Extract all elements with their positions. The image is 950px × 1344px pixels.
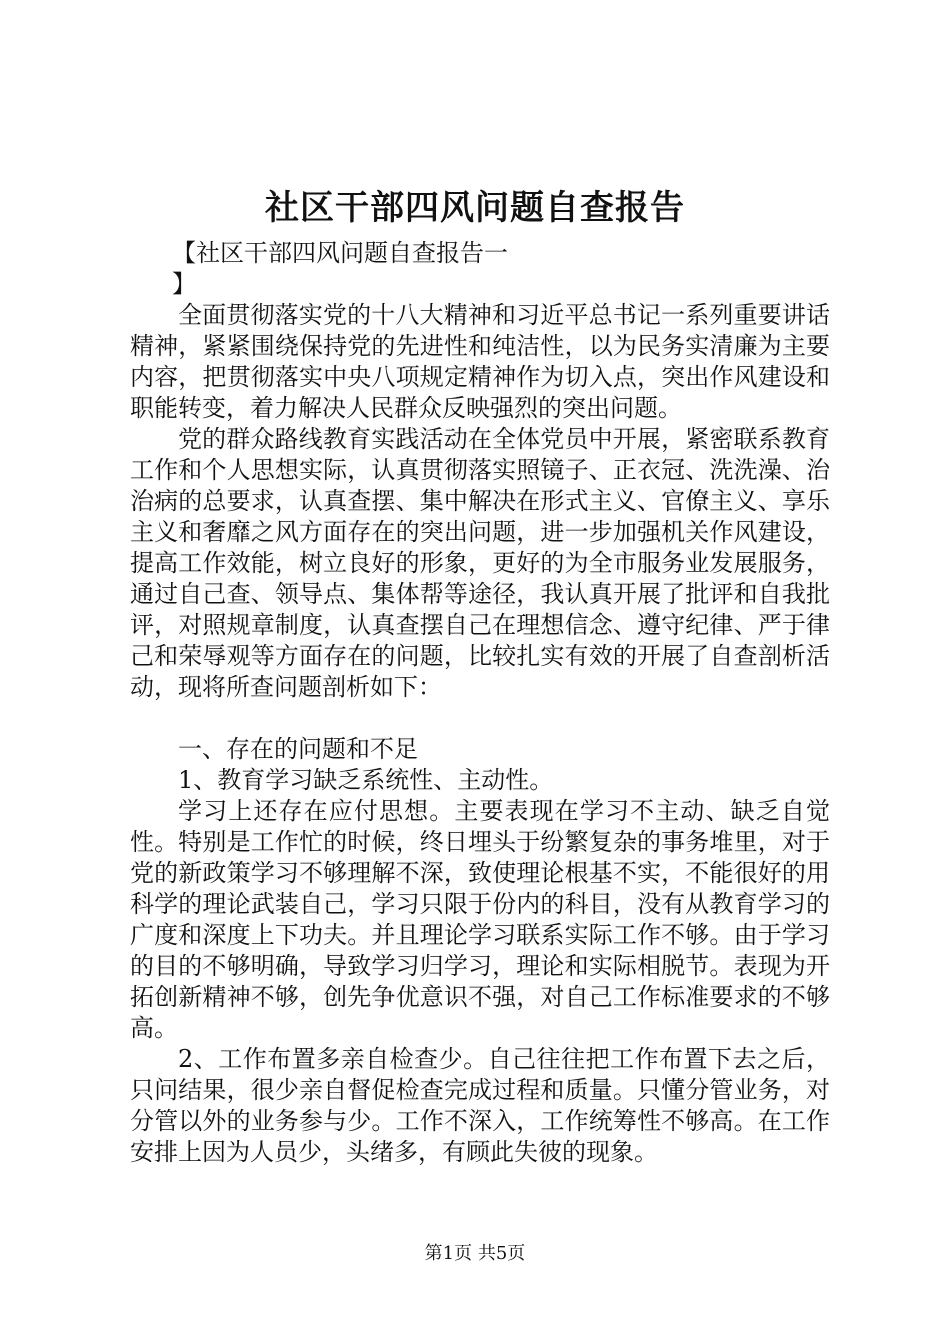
subtitle-line-1: 【社区干部四风问题自查报告一 <box>172 239 508 267</box>
document-body <box>130 238 830 1168</box>
section-heading: 一、存在的问题和不足 <box>178 735 418 763</box>
subtitle-line-2: 】 <box>172 270 196 298</box>
document-title: 社区干部四风问题自查报告 <box>265 188 685 228</box>
paragraph-intro: 全面贯彻落实党的十八大精神和习近平总书记一系列重要讲话精神，紧紧围绕保持党的先进性和纯洁性，以为民务实清廉为主要内容，把贯彻落实中央八项规定精神作为切入点，突出作风建设和职能转变，着力解决人民群众反映强烈的突出问题。 <box>130 301 830 422</box>
paragraph-work: 2、工作布置多亲自检查少。自己往往把工作布置下去之后，只问结果，很少亲自督促检查完成过程和质量。只懂分管业务，对分管以外的业务参与少。工作不深入，工作统筹性不够高。在工作安排上因为人员少，头绪多，有顾此失彼的现象。 <box>130 1045 830 1166</box>
paragraph-activity: 党的群众路线教育实践活动在全体党员中开展，紧密联系教育工作和个人思想实际，认真贯彻落实照镜子、正衣冠、洗洗澡、治治病的总要求，认真查摆、集中解决在形式主义、官僚主义、享乐主义和奢靡之风方面存在的突出问题，进一步加强机关作风建设，提高工作效能，树立良好的形象，更好的为全市服务业发展服务，通过自己查、领导点、集体帮等途径，我认真开展了批评和自我批评，对照规章制度，认真查摆自己在理想信念、遵守纪律、严于律己和荣辱观等方面存在的问题，比较扎实有效的开展了自查剖析活动，现将所查问题剖析如下： <box>130 425 830 701</box>
subheading-1: 1、教育学习缺乏系统性、主动性。 <box>178 766 554 794</box>
page-footer: 第1页 共5页 <box>424 1243 526 1264</box>
paragraph-study: 学习上还存在应付思想。主要表现在学习不主动、缺乏自觉性。特别是工作忙的时候，终日埋头于纷繁复杂的事务堆里，对于党的新政策学习不够理解不深，致使理论根基不实，不能很好的用科学的理论武装自己，学习只限于份内的科目，没有从教育学习的广度和深度上下功夫。并且理论学习联系实际工作不够。由于学习的目的不够明确，导致学习归学习，理论和实际相脱节。表现为开拓创新精神不够，创先争优意识不强，对自己工作标准要求的不够高。 <box>130 797 830 1042</box>
